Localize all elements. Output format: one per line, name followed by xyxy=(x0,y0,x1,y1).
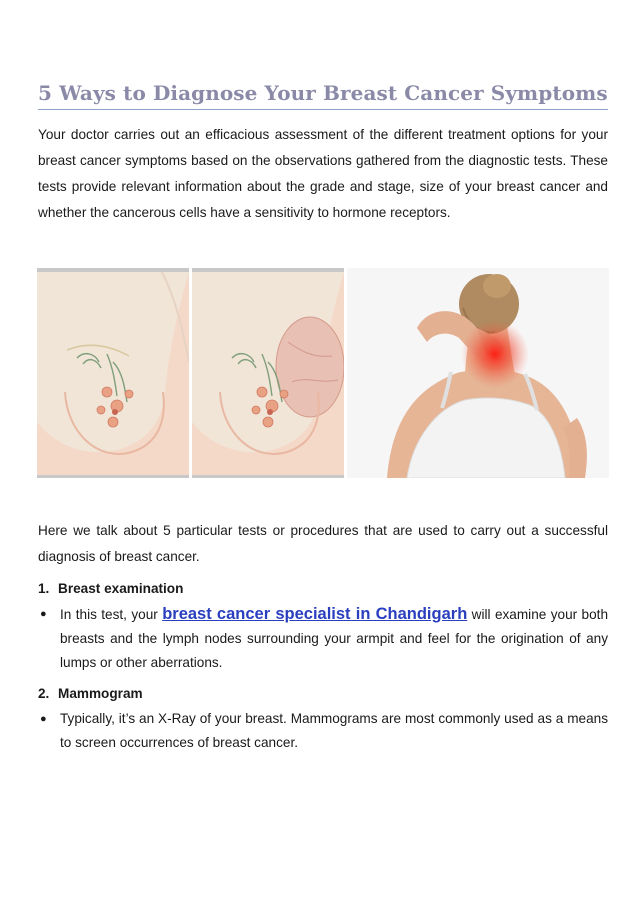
breast-anatomy-panel-1 xyxy=(37,268,189,478)
item-number: 2. xyxy=(38,686,50,701)
breast-swelling-illustration xyxy=(192,272,344,475)
bullet-icon: ● xyxy=(40,713,47,725)
lead-paragraph: Here we talk about 5 particular tests or procedures that are used to carry out a successful diagnosis of breast cancer. xyxy=(38,523,608,564)
bullet-text-before: In this test, your xyxy=(60,607,163,622)
document-page xyxy=(38,80,608,755)
intro-paragraph: Your doctor carries out an efficacious assessment of the different treatment options for your breast cancer symptoms based on the observations gathered from the diagnostic tests. These tests provide relevant information about the grade and stage, size of your breast cancer and whether the cancerous cells have a sensitivity to hormone receptors. xyxy=(38,127,608,220)
bullet-text xyxy=(60,602,608,675)
breast-anatomy-illustration xyxy=(37,272,189,475)
item-heading-text: Breast examination xyxy=(58,581,184,596)
list-item xyxy=(38,602,608,675)
illustration-figure xyxy=(37,268,609,478)
page-title: 5 Ways to Diagnose Your Breast Cancer Symptoms xyxy=(38,81,608,105)
woman-neck-pain-illustration xyxy=(347,268,609,478)
neck-pain-photo xyxy=(347,268,609,478)
bullet-text: Typically, it’s an X-Ray of your breast. Mammograms are most commonly used as a means to screen occurrences of breast cancer. xyxy=(60,711,608,750)
bullet-text-after: will examine your both breasts and the lymph nodes surrounding your armpit and feel for the origination of any lumps or other aberrations. xyxy=(60,607,609,670)
list-item xyxy=(38,707,608,755)
item-number: 1. xyxy=(38,581,50,596)
breast-anatomy-panel-2 xyxy=(192,268,344,478)
title-underline xyxy=(38,109,608,110)
specialist-link[interactable]: breast cancer specialist in Chandigarh xyxy=(162,605,468,623)
bullet-icon: ● xyxy=(40,608,47,620)
item-heading-2 xyxy=(38,683,608,705)
item-heading-1 xyxy=(38,578,608,600)
item-heading-text: Mammogram xyxy=(58,686,143,701)
